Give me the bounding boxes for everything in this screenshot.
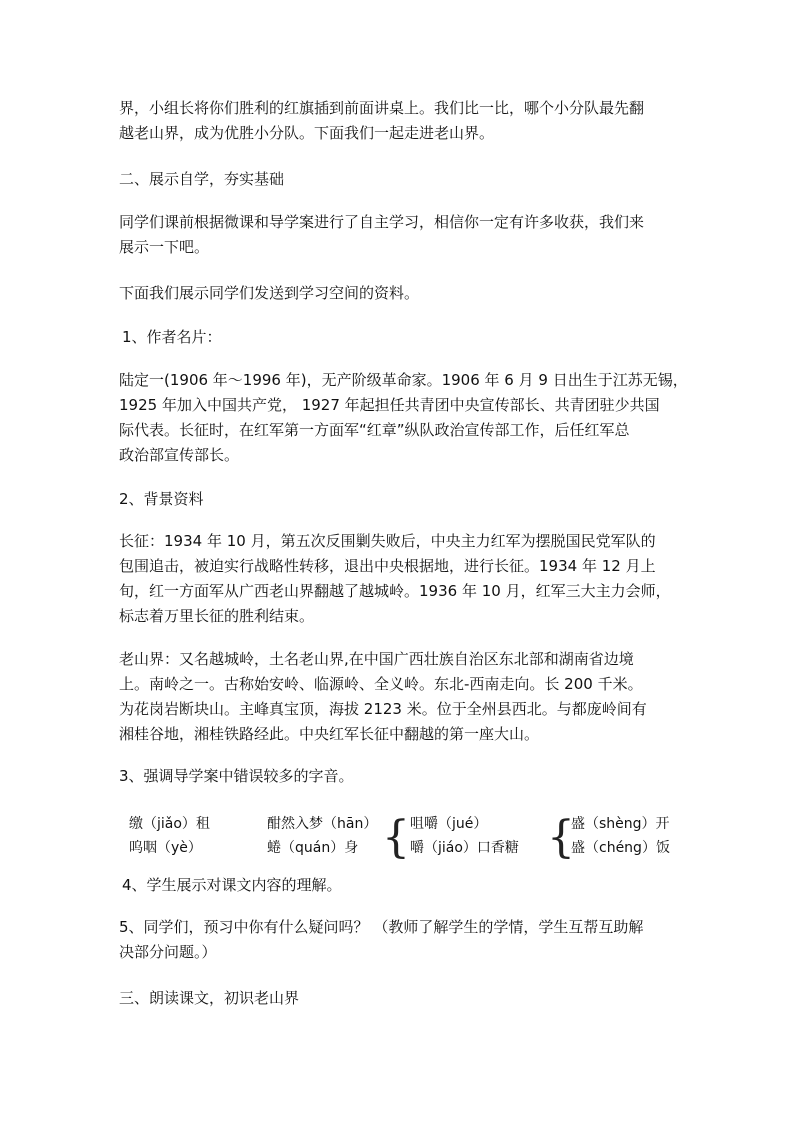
- text-line: 老山界：又名越城岭，土名老山界,在中国广西壮族自治区东北部和湖南省边境: [119, 650, 634, 668]
- item-4-heading: 4、学生展示对课文内容的理解。: [122, 876, 342, 894]
- text-line: 展示一下吧。: [119, 238, 210, 256]
- text-line: 标志着万里长征的胜利结束。: [119, 607, 315, 625]
- longmarch-paragraph: [119, 529, 679, 629]
- pinyin-entry: 缴（jiǎo）租: [129, 816, 210, 832]
- pinyin-entry: 蜷（quán）身: [267, 840, 359, 856]
- text-line: 包围追击，被迫实行战略性转移，退出中央根据地，进行长征。1934 年 12 月上: [119, 557, 656, 575]
- text-line: 1925 年加入中国共产党， 1927 年起担任共青团中央宣传部长、共青团驻少共国: [119, 396, 660, 414]
- text-line: 长征：1934 年 10 月，第五次反围剿失败后，中央主力红军为摆脱国民党军队的: [119, 532, 656, 550]
- item-2-heading: 2、背景资料: [119, 490, 204, 508]
- pinyin-entry: 咀嚼（jué）: [410, 816, 488, 832]
- pinyin-entry: 盛（shèng）开: [571, 816, 670, 832]
- text-line: 旬，红一方面军从广西老山界翻越了越城岭。1936 年 10 月，红军三大主力会师，: [119, 582, 671, 600]
- text-line: 上。南岭之一。古称始安岭、临源岭、全义岭。东北-西南走向。长 200 千米。: [119, 675, 643, 693]
- text-line: 界，小组长将你们胜利的红旗插到前面讲桌上。我们比一比，哪个小分队最先翻: [119, 99, 645, 117]
- section-heading-3: 三、朗读课文，初识老山界: [119, 989, 300, 1007]
- pinyin-entry: 呜咽（yè）: [129, 840, 202, 856]
- text-line: 际代表。长征时，在红军第一方面军“红章”纵队政治宣传部工作，后任红军总: [119, 421, 630, 439]
- classmates-paragraph: [119, 210, 679, 260]
- left-brace: {: [382, 812, 410, 863]
- laoshanjie-paragraph: [119, 647, 679, 747]
- text-line: 为花岗岩断块山。主峰真宝顶，海拔 2123 米。位于全州县西北。与都庞岭间有: [119, 700, 647, 718]
- show-paragraph: 下面我们展示同学们发送到学习空间的资料。: [119, 284, 420, 302]
- text-line: 湘桂谷地，湘桂铁路经此。中央红军长征中翻越的第一座大山。: [119, 725, 540, 743]
- intro-paragraph: [119, 96, 679, 146]
- item-5-paragraph: [119, 915, 679, 965]
- left-brace: {: [547, 812, 575, 863]
- text-line: 越老山界，成为优胜小分队。下面我们一起走进老山界。: [119, 124, 495, 142]
- item-3-heading: 3、强调导学案中错误较多的字音。: [119, 767, 354, 785]
- text-line: 同学们课前根据微课和导学案进行了自主学习，相信你一定有许多收获，我们来: [119, 213, 645, 231]
- pinyin-entry: 酣然入梦（hān）: [267, 816, 378, 832]
- pinyin-entry: 盛（chéng）饭: [571, 840, 670, 856]
- text-line: 决部分问题。）: [119, 943, 217, 961]
- author-paragraph: [119, 368, 688, 468]
- item-1-heading: 1、作者名片：: [122, 328, 222, 346]
- text-line: 陆定一(1906 年～1996 年)，无产阶级革命家。1906 年 6 月 9 日出生于江苏无锡，: [119, 371, 688, 389]
- section-heading-2: 二、展示自学，夯实基础: [119, 170, 285, 188]
- text-line: 5、同学们，预习中你有什么疑问吗？ （教师了解学生的学情，学生互帮互助解: [119, 918, 644, 936]
- text-line: 政治部宣传部长。: [119, 446, 240, 464]
- pinyin-entry: 嚼（jiáo）口香糖: [410, 840, 519, 856]
